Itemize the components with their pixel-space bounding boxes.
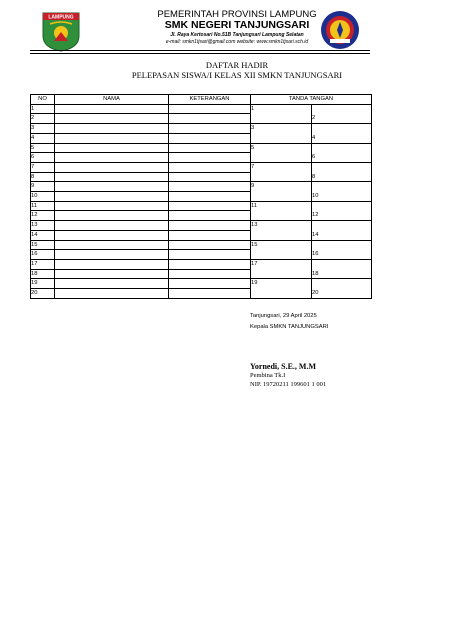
row-nama-cell[interactable] [55,289,169,299]
row-nama-cell[interactable] [55,230,169,240]
row-number: 7 [31,162,55,172]
signature-slot-even[interactable]: 10 [312,182,372,201]
row-nama-cell[interactable] [55,124,169,134]
table-row [31,240,372,250]
signature-slot-even[interactable]: 2 [312,104,372,123]
signature-slot-odd[interactable]: 15 [251,240,312,259]
row-nama-cell[interactable] [55,250,169,260]
row-nama-cell[interactable] [55,162,169,172]
row-number: 5 [31,143,55,153]
row-number: 15 [31,240,55,250]
signature-slot-even[interactable]: 18 [312,259,372,278]
row-number: 12 [31,211,55,221]
row-nama-cell[interactable] [55,143,169,153]
row-keterangan-cell[interactable] [169,269,251,279]
row-keterangan-cell[interactable] [169,289,251,299]
row-nama-cell[interactable] [55,153,169,163]
row-nama-cell[interactable] [55,104,169,114]
row-number: 3 [31,124,55,134]
table-row [31,162,372,172]
table-row [31,221,372,231]
signature-slot-odd[interactable]: 3 [251,124,312,143]
table-row [31,279,372,289]
row-nama-cell[interactable] [55,182,169,192]
attendance-table [30,94,372,299]
table-row [31,182,372,192]
row-keterangan-cell[interactable] [169,153,251,163]
header-no: NO [31,95,55,105]
table-row [31,201,372,211]
signature-slot-odd[interactable]: 11 [251,201,312,220]
document-title: DAFTAR HADIR [205,60,269,70]
row-keterangan-cell[interactable] [169,143,251,153]
row-number: 11 [31,201,55,211]
row-keterangan-cell[interactable] [169,172,251,182]
row-keterangan-cell[interactable] [169,114,251,124]
table-row [31,143,372,153]
header-nama: NAMA [55,95,169,105]
table-row [31,259,372,269]
row-keterangan-cell[interactable] [169,279,251,289]
row-keterangan-cell[interactable] [169,162,251,172]
row-nama-cell[interactable] [55,192,169,202]
signature-slot-even[interactable]: 4 [312,124,372,143]
row-nama-cell[interactable] [55,279,169,289]
row-keterangan-cell[interactable] [169,201,251,211]
row-nama-cell[interactable] [55,211,169,221]
signature-slot-odd[interactable]: 1 [251,104,312,123]
row-keterangan-cell[interactable] [169,259,251,269]
signature-slot-odd[interactable]: 19 [251,279,312,298]
signature-slot-odd[interactable]: 7 [251,162,312,181]
signature-slot-odd[interactable]: 5 [251,143,312,162]
row-nama-cell[interactable] [55,133,169,143]
signature-slot-even[interactable]: 14 [312,221,372,240]
row-number: 8 [31,172,55,182]
row-number: 4 [31,133,55,143]
row-nama-cell[interactable] [55,259,169,269]
row-keterangan-cell[interactable] [169,230,251,240]
row-number: 14 [31,230,55,240]
table-header-row [31,95,372,105]
signer-nip: NIP. 19720211 199601 1 001 [250,381,327,388]
government-heading: PEMERINTAH PROVINSI LAMPUNG [157,9,317,20]
document-subtitle: PELEPASAN SISWA/I KELAS XII SMKN TANJUNGSARI [131,70,343,80]
signature-slot-even[interactable]: 20 [312,279,372,298]
row-number: 10 [31,192,55,202]
row-keterangan-cell[interactable] [169,124,251,134]
header-tanda-tangan: TANDA TANGAN [251,95,372,105]
signer-rank: Pembina Tk.I [250,372,286,379]
row-keterangan-cell[interactable] [169,240,251,250]
signature-place-date: Tanjungsari, 29 April 2025 [250,313,317,319]
row-number: 17 [31,259,55,269]
row-number: 6 [31,153,55,163]
row-nama-cell[interactable] [55,240,169,250]
row-nama-cell[interactable] [55,269,169,279]
school-name: SMK NEGERI TANJUNGSARI [164,19,310,31]
row-keterangan-cell[interactable] [169,211,251,221]
signature-slot-odd[interactable]: 9 [251,182,312,201]
row-number: 1 [31,104,55,114]
header-divider-thin [30,53,370,54]
row-keterangan-cell[interactable] [169,133,251,143]
signature-slot-odd[interactable]: 17 [251,259,312,278]
school-address: Jl. Raya Kertosari No.51B Tanjungsari Lampung Selatan [170,32,304,38]
row-number: 20 [31,289,55,299]
signature-slot-even[interactable]: 12 [312,201,372,220]
signature-slot-odd[interactable]: 13 [251,221,312,240]
table-row [31,124,372,134]
header-keterangan: KETERANGAN [169,95,251,105]
signature-slot-even[interactable]: 6 [312,143,372,162]
row-keterangan-cell[interactable] [169,250,251,260]
row-number: 16 [31,250,55,260]
row-number: 2 [31,114,55,124]
row-number: 19 [31,279,55,289]
row-number: 13 [31,221,55,231]
signer-name: Yornedi, S.E., M.M [250,362,316,371]
row-number: 9 [31,182,55,192]
row-keterangan-cell[interactable] [169,221,251,231]
signature-slot-even[interactable]: 16 [312,240,372,259]
attendance-rows [31,104,372,298]
row-number: 18 [31,269,55,279]
row-keterangan-cell[interactable] [169,104,251,114]
row-keterangan-cell[interactable] [169,182,251,192]
row-nama-cell[interactable] [55,221,169,231]
header-divider-thick [30,50,370,51]
crest-label: LAMPUNG [48,14,74,21]
row-nama-cell[interactable] [55,201,169,211]
row-nama-cell[interactable] [55,172,169,182]
signature-slot-even[interactable]: 8 [312,162,372,181]
row-keterangan-cell[interactable] [169,192,251,202]
signer-position: Kepala SMKN TANJUNGSARI [250,324,329,330]
school-contact: e-mail: smkn1tjsari@gmail.com website: www.smkn1tjsari.sch.id [165,39,309,45]
table-row [31,104,372,114]
row-nama-cell[interactable] [55,114,169,124]
